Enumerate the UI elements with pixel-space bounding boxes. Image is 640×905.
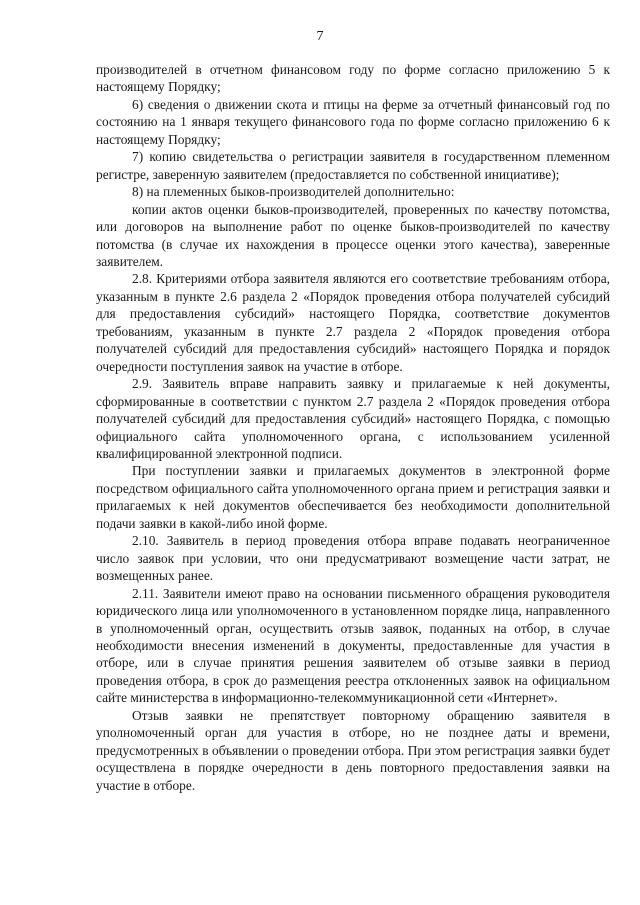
document-body	[96, 61, 610, 794]
paragraph-continuation: производителей в отчетном финансовом году по форме согласно приложению 5 к настоящему Порядку;	[96, 62, 610, 95]
paragraph-item-8-details: копии актов оценки быков-производителей, проверенных по качеству потомства, или договоров на выполнение работ по оценке быков-производителей по качеству потомства (в случае их нахождения в процессе оценки этого качества), заверенные заявителем.	[96, 201, 610, 269]
paragraph-2-8: 2.8. Критериями отбора заявителя являются его соответствие требованиям отбора, указанным в пункте 2.6 раздела 2 «Порядок проведения отбора получателей субсидий для предоставления субсидий» настоящего Порядка, соответствие документов требованиям, указанным в пункте 2.7 раздела 2 «Порядок проведения отбора получателей субсидий для предоставления субсидий» настоящего Порядка и порядок очередности поступления заявок на участие в отборе.	[96, 271, 610, 374]
paragraph-2-10: 2.10. Заявитель в период проведения отбора вправе подавать неограниченное число заявок при условии, что они предусматривают возмещение части затрат, не возмещенных ранее.	[96, 533, 610, 584]
page-number: 7	[316, 29, 324, 44]
paragraph-item-7: 7) копию свидетельства о регистрации заявителя в государственном племенном регистре, заверенную заявителем (предоставляется по собственной инициативе);	[96, 149, 610, 182]
paragraph-item-6: 6) сведения о движении скота и птицы на ферме за отчетный финансовый год по состоянию на 1 января текущего финансового года по форме согласно приложению 6 к настоящему Порядку;	[96, 96, 610, 147]
paragraph-2-11: 2.11. Заявители имеют право на основании письменного обращения руководителя юридического лица или уполномоченного в установленном порядке лица, направленного в уполномоченный орган, осуществить отзыв заявок, поданных на отбор, в случае необходимости внесения изменений в документы, предоставленные для участия в отборе, или в случае принятия решения заявителем об отзыве заявки в период проведения отбора, в срок до размещения реестра отклоненных заявок на официальном сайте министерства в информационно-телекоммуникационной сети «Интернет».	[96, 585, 610, 706]
paragraph-item-8: 8) на племенных быков-производителей дополнительно:	[132, 184, 455, 200]
paragraph-2-11-withdrawal: Отзыв заявки не препятствует повторному обращению заявителя в уполномоченный орган для участия в отборе, но не позднее даты и времени, предусмотренных в объявлении о проведении отбора. При этом регистрация заявки будет осуществлена в порядке очередности в день повторного предоставления заявки на участие в отборе.	[96, 707, 610, 793]
paragraph-2-9-electronic: При поступлении заявки и прилагаемых документов в электронной форме посредством официального сайта уполномоченного органа прием и регистрация заявки и прилагаемых к ней документов обеспечивается без необходимости дополнительной подачи заявки в какой-либо иной форме.	[96, 463, 610, 531]
paragraph-2-9: 2.9. Заявитель вправе направить заявку и прилагаемые к ней документы, сформированные в соответствии с пунктом 2.7 раздела 2 «Порядок проведения отбора получателей субсидий для предоставления субсидий» настоящего Порядка, с помощью официального сайта уполномоченного органа, с использованием усиленной квалифицированной электронной подписи.	[96, 376, 610, 461]
